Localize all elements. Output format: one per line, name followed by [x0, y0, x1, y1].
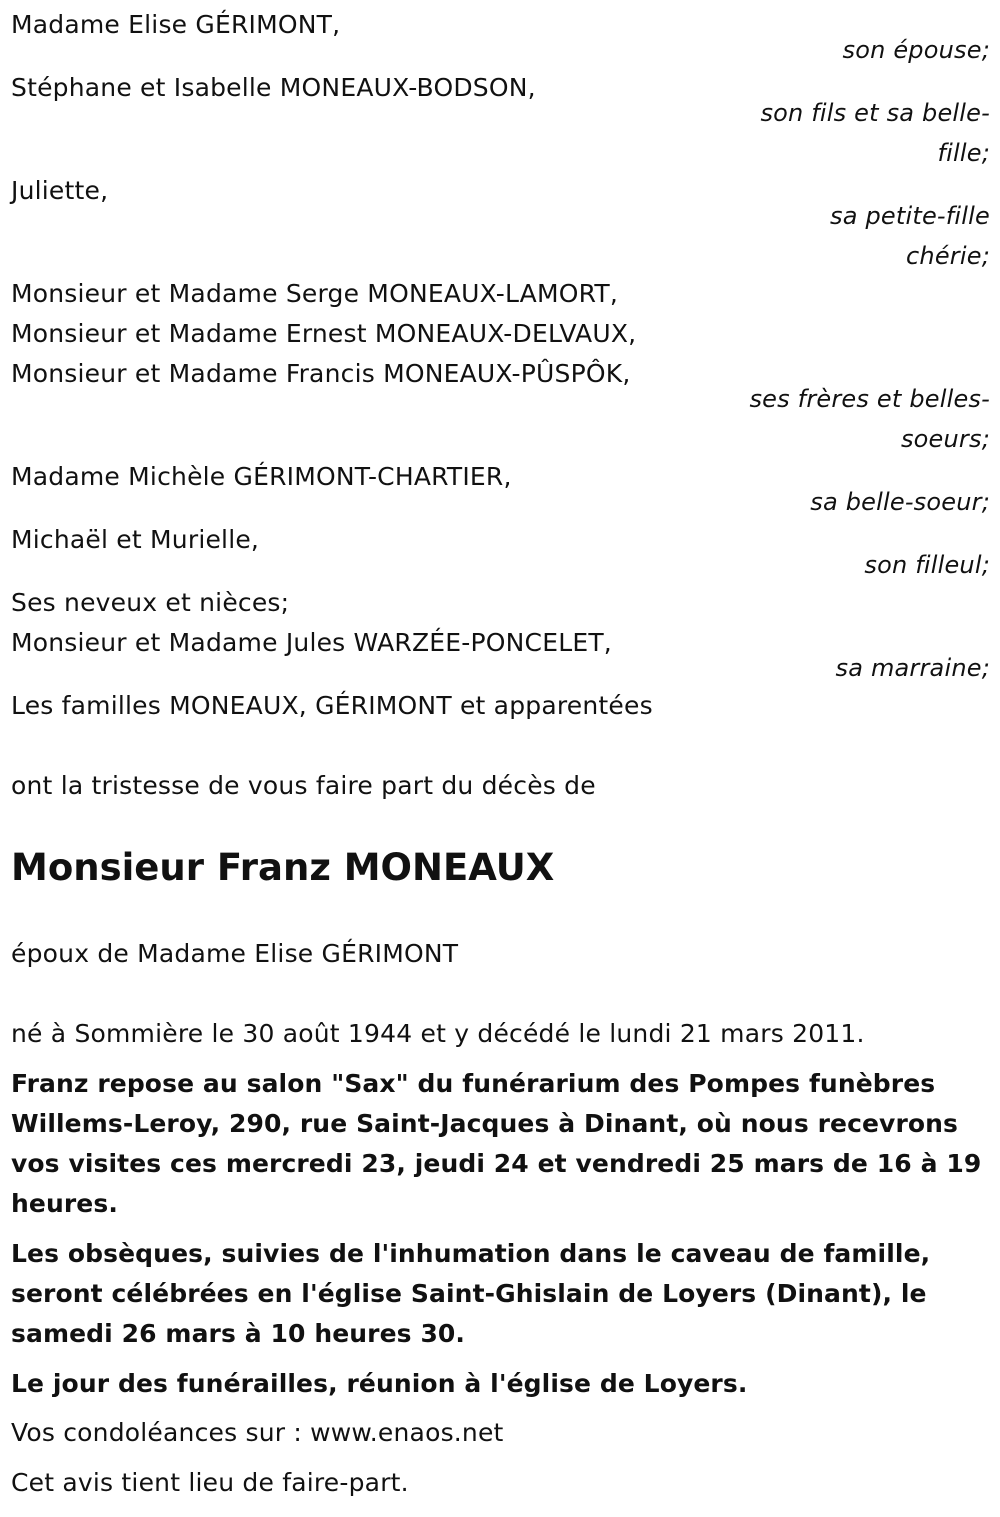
godmother-name: Monsieur et Madame Jules WARZÉE-PONCELET, [11, 628, 612, 657]
spouse-name: Madame Elise GÉRIMONT, [11, 10, 341, 39]
sibling-line: Monsieur et Madame Francis MONEAUX-PÛSPÔK, [11, 359, 631, 388]
sibling-line: Monsieur et Madame Ernest MONEAUX-DELVAUX, [11, 319, 637, 348]
son-name: Stéphane et Isabelle MONEAUX-BODSON, [11, 73, 536, 102]
condolences-line: Vos condoléances sur : www.enaos.net [11, 1418, 504, 1447]
sibling-line: Monsieur et Madame Serge MONEAUX-LAMORT, [11, 279, 618, 308]
birth-death-line: né à Sommière le 30 août 1944 et y décédé le lundi 21 mars 2011. [11, 1019, 865, 1048]
godmother-relation: sa marraine; [835, 654, 990, 682]
sister-in-law-name: Madame Michèle GÉRIMONT-CHARTIER, [11, 462, 512, 491]
deceased-spouse-line: époux de Madame Elise GÉRIMONT [11, 939, 459, 968]
granddaughter-relation-line2: chérie; [906, 242, 990, 270]
granddaughter-name: Juliette, [11, 176, 109, 205]
nephews-line: Ses neveux et nièces; [11, 588, 290, 617]
granddaughter-relation-line1: sa petite-fille [830, 202, 990, 230]
son-relation-line2: fille; [937, 139, 990, 167]
godson-relation: son filleul; [864, 551, 990, 579]
son-relation-line1: son fils et sa belle- [760, 99, 990, 127]
repose-paragraph: Franz repose au salon "Sax" du funérarium des Pompes funèbres Willems-Leroy, 290, rue Saint-Jacques à Dinant, où nous recevrons vos visites ces mercredi 23, jeudi 24 et vendredi 25 mars de 16 à 19 heures. [11, 1069, 982, 1218]
spouse-relation: son épouse; [842, 36, 990, 64]
notice-line: Cet avis tient lieu de faire-part. [11, 1468, 409, 1497]
sister-in-law-relation: sa belle-soeur; [810, 488, 990, 516]
siblings-relation-line2: soeurs; [900, 425, 990, 453]
godson-name: Michaël et Murielle, [11, 525, 260, 554]
funeral-paragraph: Les obsèques, suivies de l'inhumation dans le caveau de famille, seront célébrées en l'église Saint-Ghislain de Loyers (Dinant), le samedi 26 mars à 10 heures 30. [11, 1239, 931, 1348]
families-line: Les familles MONEAUX, GÉRIMONT et apparentées [11, 691, 653, 720]
meeting-line: Le jour des funérailles, réunion à l'église de Loyers. [11, 1369, 748, 1398]
announcement-line: ont la tristesse de vous faire part du décès de [11, 771, 596, 800]
deceased-name: Monsieur Franz MONEAUX [11, 846, 555, 889]
siblings-relation-line1: ses frères et belles- [749, 385, 990, 413]
